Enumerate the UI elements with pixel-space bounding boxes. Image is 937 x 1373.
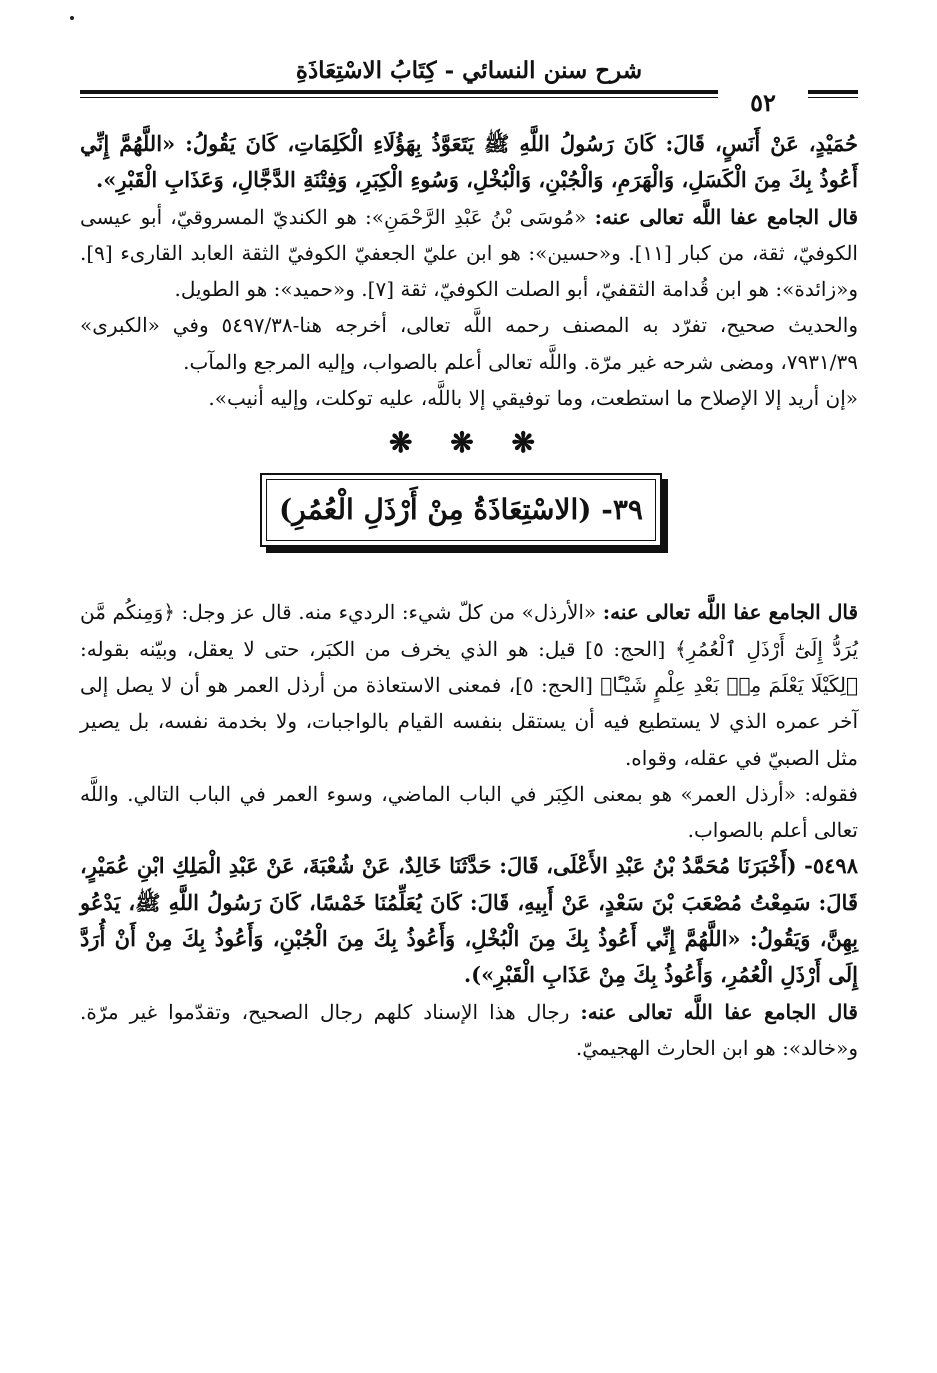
closing-supplication: «إن أريد إلا الإصلاح ما استطعت، وما توفيقي إلا باللَّه، عليه توكلت، وإليه أنيب». <box>208 386 858 411</box>
commentary-text: «مُوسَى بْنُ عَبْدِ الرَّحْمَنِ»: هو الكنديّ المسروقيّ، أبو عيسى الكوفيّ، ثقة، من كبار [١١]. و«حسين»: هو ابن عليّ الجعفيّ الكوفيّ الثقة العابد القارىء [٩]. و«زائدة»: هو ابن قُدامة الثقفيّ، أبو الصلت الكوفيّ، ثقة [٧]. و«حميد»: هو الطويل. <box>80 204 858 302</box>
page-number: ٥٢ <box>718 86 808 116</box>
commentary-isnad <box>80 994 858 1067</box>
running-title: شرح سنن النسائي - كِتَابُ الاسْتِعَاذَةِ <box>295 57 643 84</box>
commentary-text: «الأرذل» من كلّ شيء: الرديء منه. قال عز وجل: ﴿وَمِنكُم مَّن يُرَدُّ إِلَىٰٓ أَرْذَلِ ٱلْعُمُرِ﴾ [الحج: ٥] قيل: هو الذي يخرف من الكبَر، حتى لا يعقل، وبيّنه بقوله: ﴿لِكَيْلَا يَعْلَمَ مِنۢ بَعْدِ عِلْمٍ شَيْـًٔا﴾ [الحج: ٥]، فمعنى الاستعاذة من أرذل العمر هو أن لا يصل إلى آخر عمره الذي لا يستطيع فيه أن يستقل بنفسه القيام بالواجبات، ولا بخدمة نفسه، بل يصير مثل الصبيّ في عقله، وقواه. <box>80 600 859 770</box>
commentary-narrators <box>80 199 858 308</box>
commentary-text: رجال هذا الإسناد كلهم رجال الصحيح، وتقدّموا غير مرّة. و«خالد»: هو ابن الحارث الهجيميّ. <box>80 999 858 1060</box>
commentary-lead: قال الجامع عفا اللَّه تعالى عنه: <box>580 999 858 1024</box>
commentary-lead: قال الجامع عفا اللَّه تعالى عنه: <box>602 600 858 625</box>
chapter-note: فقوله: «أرذل العمر» هو بمعنى الكِبَر في الباب الماضي، وسوء العمر في الباب التالي. واللَّه تعالى أعلم بالصواب. <box>80 781 858 843</box>
chapter-intro <box>80 594 858 775</box>
page-header <box>80 56 858 118</box>
margin-dot <box>70 16 74 20</box>
chapter-heading <box>80 470 858 594</box>
chapter-title-frame <box>260 473 662 547</box>
section-divider-stars: ❋ ❋ ❋ <box>389 426 549 460</box>
hadith-5498: ٥٤٩٨- (أَخْبَرَنَا مُحَمَّدُ بْنُ عَبْدِ الأَعْلَى، قَالَ: حَدَّثَنَا خَالِدٌ، عَنْ شُعْبَةَ، عَنْ عَبْدِ الْمَلِكِ ابْنِ عُمَيْرٍ، قَالَ: سَمِعْتُ مُصْعَبَ بْنَ سَعْدٍ، عَنْ أَبِيهِ، قَالَ: كَانَ يُعَلِّمُنَا خَمْسًا، كَانَ رَسُولُ اللَّهِ ﷺ، يَدْعُو بِهِنَّ، وَيَقُولُ: «اللَّهُمَّ إِنِّي أَعُوذُ بِكَ مِنَ الْبُخْلِ، وَأَعُوذُ بِكَ مِنَ الْجُبْنِ، وَأَعُوذُ بِكَ مِنْ أَنْ أُرَدَّ إِلَى أَرْذَلِ الْعُمُرِ، وَأَعُوذُ بِكَ مِنْ عَذَابِ الْقَبْرِ»). <box>80 853 858 988</box>
chapter-title: ٣٩- (الاسْتِعَاذَةُ مِنْ أَرْذَلِ الْعُمُرِ) <box>266 479 656 541</box>
hadith-text-continued: حُمَيْدٍ، عَنْ أَنَسٍ، قَالَ: كَانَ رَسُولُ اللَّهِ ﷺ يَتَعَوَّذُ بِهَؤُلَاءِ الْكَلِمَاتِ، كَانَ يَقُولُ: «اللَّهُمَّ إِنِّي أَعُوذُ بِكَ مِنَ الْكَسَلِ، وَالْهَرَمِ، وَالْجُبْنِ، وَالْبُخْلِ، وَسُوءِ الْكِبَرِ، وَفِتْنَةِ الدَّجَّالِ، وَعَذَابِ الْقَبْرِ». <box>80 131 858 193</box>
page-body <box>80 126 858 1066</box>
commentary-lead: قال الجامع عفا اللَّه تعالى عنه: <box>594 204 859 229</box>
hadith-grading: والحديث صحيح، تفرّد به المصنف رحمه اللَّه تعالى، أخرجه هنا-٥٤٩٧/٣٨ وفي «الكبرى» ٧٩٣١/٣٩، ومضى شرحه غير مرّة. واللَّه تعالى أعلم بالصواب، وإليه المرجع والمآب. <box>80 313 858 374</box>
